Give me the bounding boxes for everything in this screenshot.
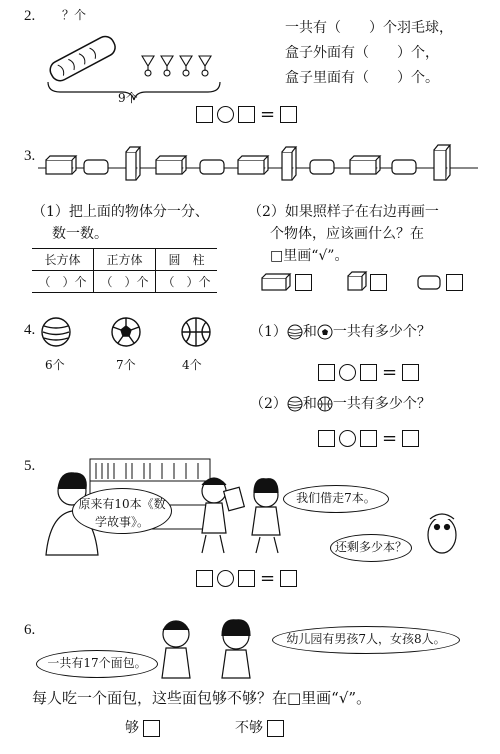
- equals-sign: =: [382, 362, 398, 383]
- q2-total-label: 9个: [118, 91, 138, 105]
- equals-sign: =: [260, 104, 276, 125]
- bread-speech-text: 一共有17个面包。: [47, 656, 147, 670]
- answer-box[interactable]: [402, 430, 419, 447]
- cuboid-icon: [126, 147, 140, 180]
- soccer-count: 7个: [116, 358, 136, 372]
- q5-equation: [196, 568, 297, 589]
- q4-number: 4.: [24, 322, 36, 338]
- answer-box[interactable]: [196, 106, 213, 123]
- choice-cube-box[interactable]: [370, 272, 387, 291]
- table-header: 圆 柱: [155, 249, 217, 271]
- q2-total-question: 一共有（ ）个羽毛球，: [285, 20, 453, 36]
- answer-box[interactable]: [196, 570, 213, 587]
- not-enough-label: 不够: [235, 720, 263, 736]
- enough-label: 够: [125, 720, 139, 736]
- boy-with-book-icon: [202, 478, 244, 553]
- girl-icon: [222, 620, 250, 678]
- q6-not-enough-option: [235, 716, 284, 740]
- bread-speech-bubble: [36, 650, 158, 678]
- q3-choice-shapes: [258, 268, 478, 298]
- q3-part2-line1: （2）如果照样子在右边再画一: [248, 204, 439, 220]
- q2-inside-question: 盒子里面有（ ）个。: [285, 70, 439, 86]
- table-header: 长方体: [32, 249, 93, 271]
- q6-children: [150, 612, 270, 682]
- operator-circle[interactable]: [339, 364, 356, 381]
- yarn-ball-icon: [287, 396, 303, 412]
- operator-circle[interactable]: [217, 570, 234, 587]
- yarn-ball-icon: [287, 324, 303, 340]
- q3-count-table: [32, 248, 217, 293]
- cylinder-icon: [392, 160, 416, 174]
- basketball-count: 4个: [182, 358, 202, 372]
- table-header: 正方体: [93, 249, 155, 271]
- kindergarten-speech-bubble: [272, 626, 460, 654]
- kids-speech-bubble: [283, 485, 389, 513]
- basketball-icon: [182, 318, 210, 346]
- teacher-speech-text: 原来有10本《数学故事》。: [78, 497, 166, 529]
- q2-unknown-count: ？个: [62, 8, 87, 22]
- cylinder-icon: [200, 160, 224, 174]
- q2-number: 2.: [24, 8, 36, 24]
- table-cell[interactable]: （ ）个: [32, 271, 93, 293]
- mascot-icon: [428, 514, 456, 553]
- q3-number: 3.: [24, 148, 36, 164]
- question-speech-bubble: [330, 534, 412, 562]
- yarn-ball-icon: [42, 318, 70, 346]
- answer-box[interactable]: [318, 364, 335, 381]
- q4-balls: [40, 316, 220, 352]
- not-enough-checkbox[interactable]: [267, 720, 284, 737]
- q4-part1-question: [250, 320, 431, 344]
- q3-part2-line3: □里画“√”。: [270, 248, 349, 264]
- teacher-speech-bubble: [72, 488, 172, 534]
- shuttlecock-icons: [142, 56, 211, 76]
- kids-speech-text: 我们借走7本。: [296, 491, 376, 505]
- soccer-ball-icon: [317, 324, 333, 340]
- cuboid-icon: [434, 145, 450, 180]
- q4-part2-question: [250, 392, 431, 416]
- q2-outside-question: 盒子外面有（ ）个，: [285, 45, 439, 61]
- cylinder-icon: [418, 276, 440, 289]
- and-text: 和: [302, 324, 317, 340]
- table-cell[interactable]: （ ）个: [93, 271, 155, 293]
- answer-box[interactable]: [280, 106, 297, 123]
- answer-box[interactable]: [318, 430, 335, 447]
- soccer-ball-icon: [112, 318, 140, 346]
- girl-with-backpack-icon: [252, 479, 280, 553]
- answer-box[interactable]: [360, 364, 377, 381]
- answer-box[interactable]: [402, 364, 419, 381]
- yarn-count: 6个: [45, 358, 65, 372]
- q3-part1-line2: 数一数。: [52, 226, 108, 242]
- choice-cuboid-box[interactable]: [295, 272, 312, 291]
- shuttlecock-tube-icon: [47, 33, 118, 84]
- answer-box[interactable]: [238, 106, 255, 123]
- cuboid-icon: [46, 156, 76, 174]
- cylinder-icon: [310, 160, 334, 174]
- table-cell[interactable]: （ ）个: [155, 271, 217, 293]
- q6-enough-option: [125, 716, 160, 740]
- basketball-icon: [317, 396, 333, 412]
- cube-icon: [348, 272, 366, 290]
- q3-solids-pattern: [38, 140, 478, 190]
- operator-circle[interactable]: [217, 106, 234, 123]
- q4-part2-label: （2）: [250, 396, 287, 412]
- cube-icon: [350, 156, 380, 174]
- question-speech-text: 还剩多少本？: [334, 540, 407, 554]
- and-text: 和: [302, 396, 317, 412]
- cuboid-icon: [262, 274, 290, 290]
- cube-icon: [156, 156, 186, 174]
- q5-number: 5.: [24, 458, 36, 474]
- equals-sign: =: [260, 568, 276, 589]
- boy-icon: [162, 621, 190, 678]
- q4-part1-equation: [318, 362, 419, 383]
- equals-sign: =: [382, 428, 398, 449]
- kindergarten-speech-text: 幼儿园有男孩7人，女孩8人。: [286, 632, 446, 646]
- cuboid-icon: [282, 147, 296, 180]
- q3-part1-line1: （1）把上面的物体分一分、: [32, 204, 209, 220]
- cuboid-icon: [238, 156, 268, 174]
- q4-part1-label: （1）: [250, 324, 287, 340]
- answer-box[interactable]: [360, 430, 377, 447]
- q4-part2-equation: [318, 428, 419, 449]
- operator-circle[interactable]: [339, 430, 356, 447]
- answer-box[interactable]: [238, 570, 255, 587]
- q4-part1-suffix: 一共有多少个？: [332, 324, 431, 340]
- q3-part2-line2: 个物体，应该画什么？在: [270, 226, 424, 242]
- cylinder-icon: [84, 160, 108, 174]
- q2-equation: [196, 104, 297, 125]
- choice-cylinder-box[interactable]: [446, 272, 463, 291]
- q6-number: 6.: [24, 622, 36, 638]
- q4-part2-suffix: 一共有多少个？: [332, 396, 431, 412]
- enough-checkbox[interactable]: [143, 720, 160, 737]
- answer-box[interactable]: [280, 570, 297, 587]
- q6-question: 每人吃一个面包，这些面包够不够？在□里画“√”。: [32, 689, 372, 707]
